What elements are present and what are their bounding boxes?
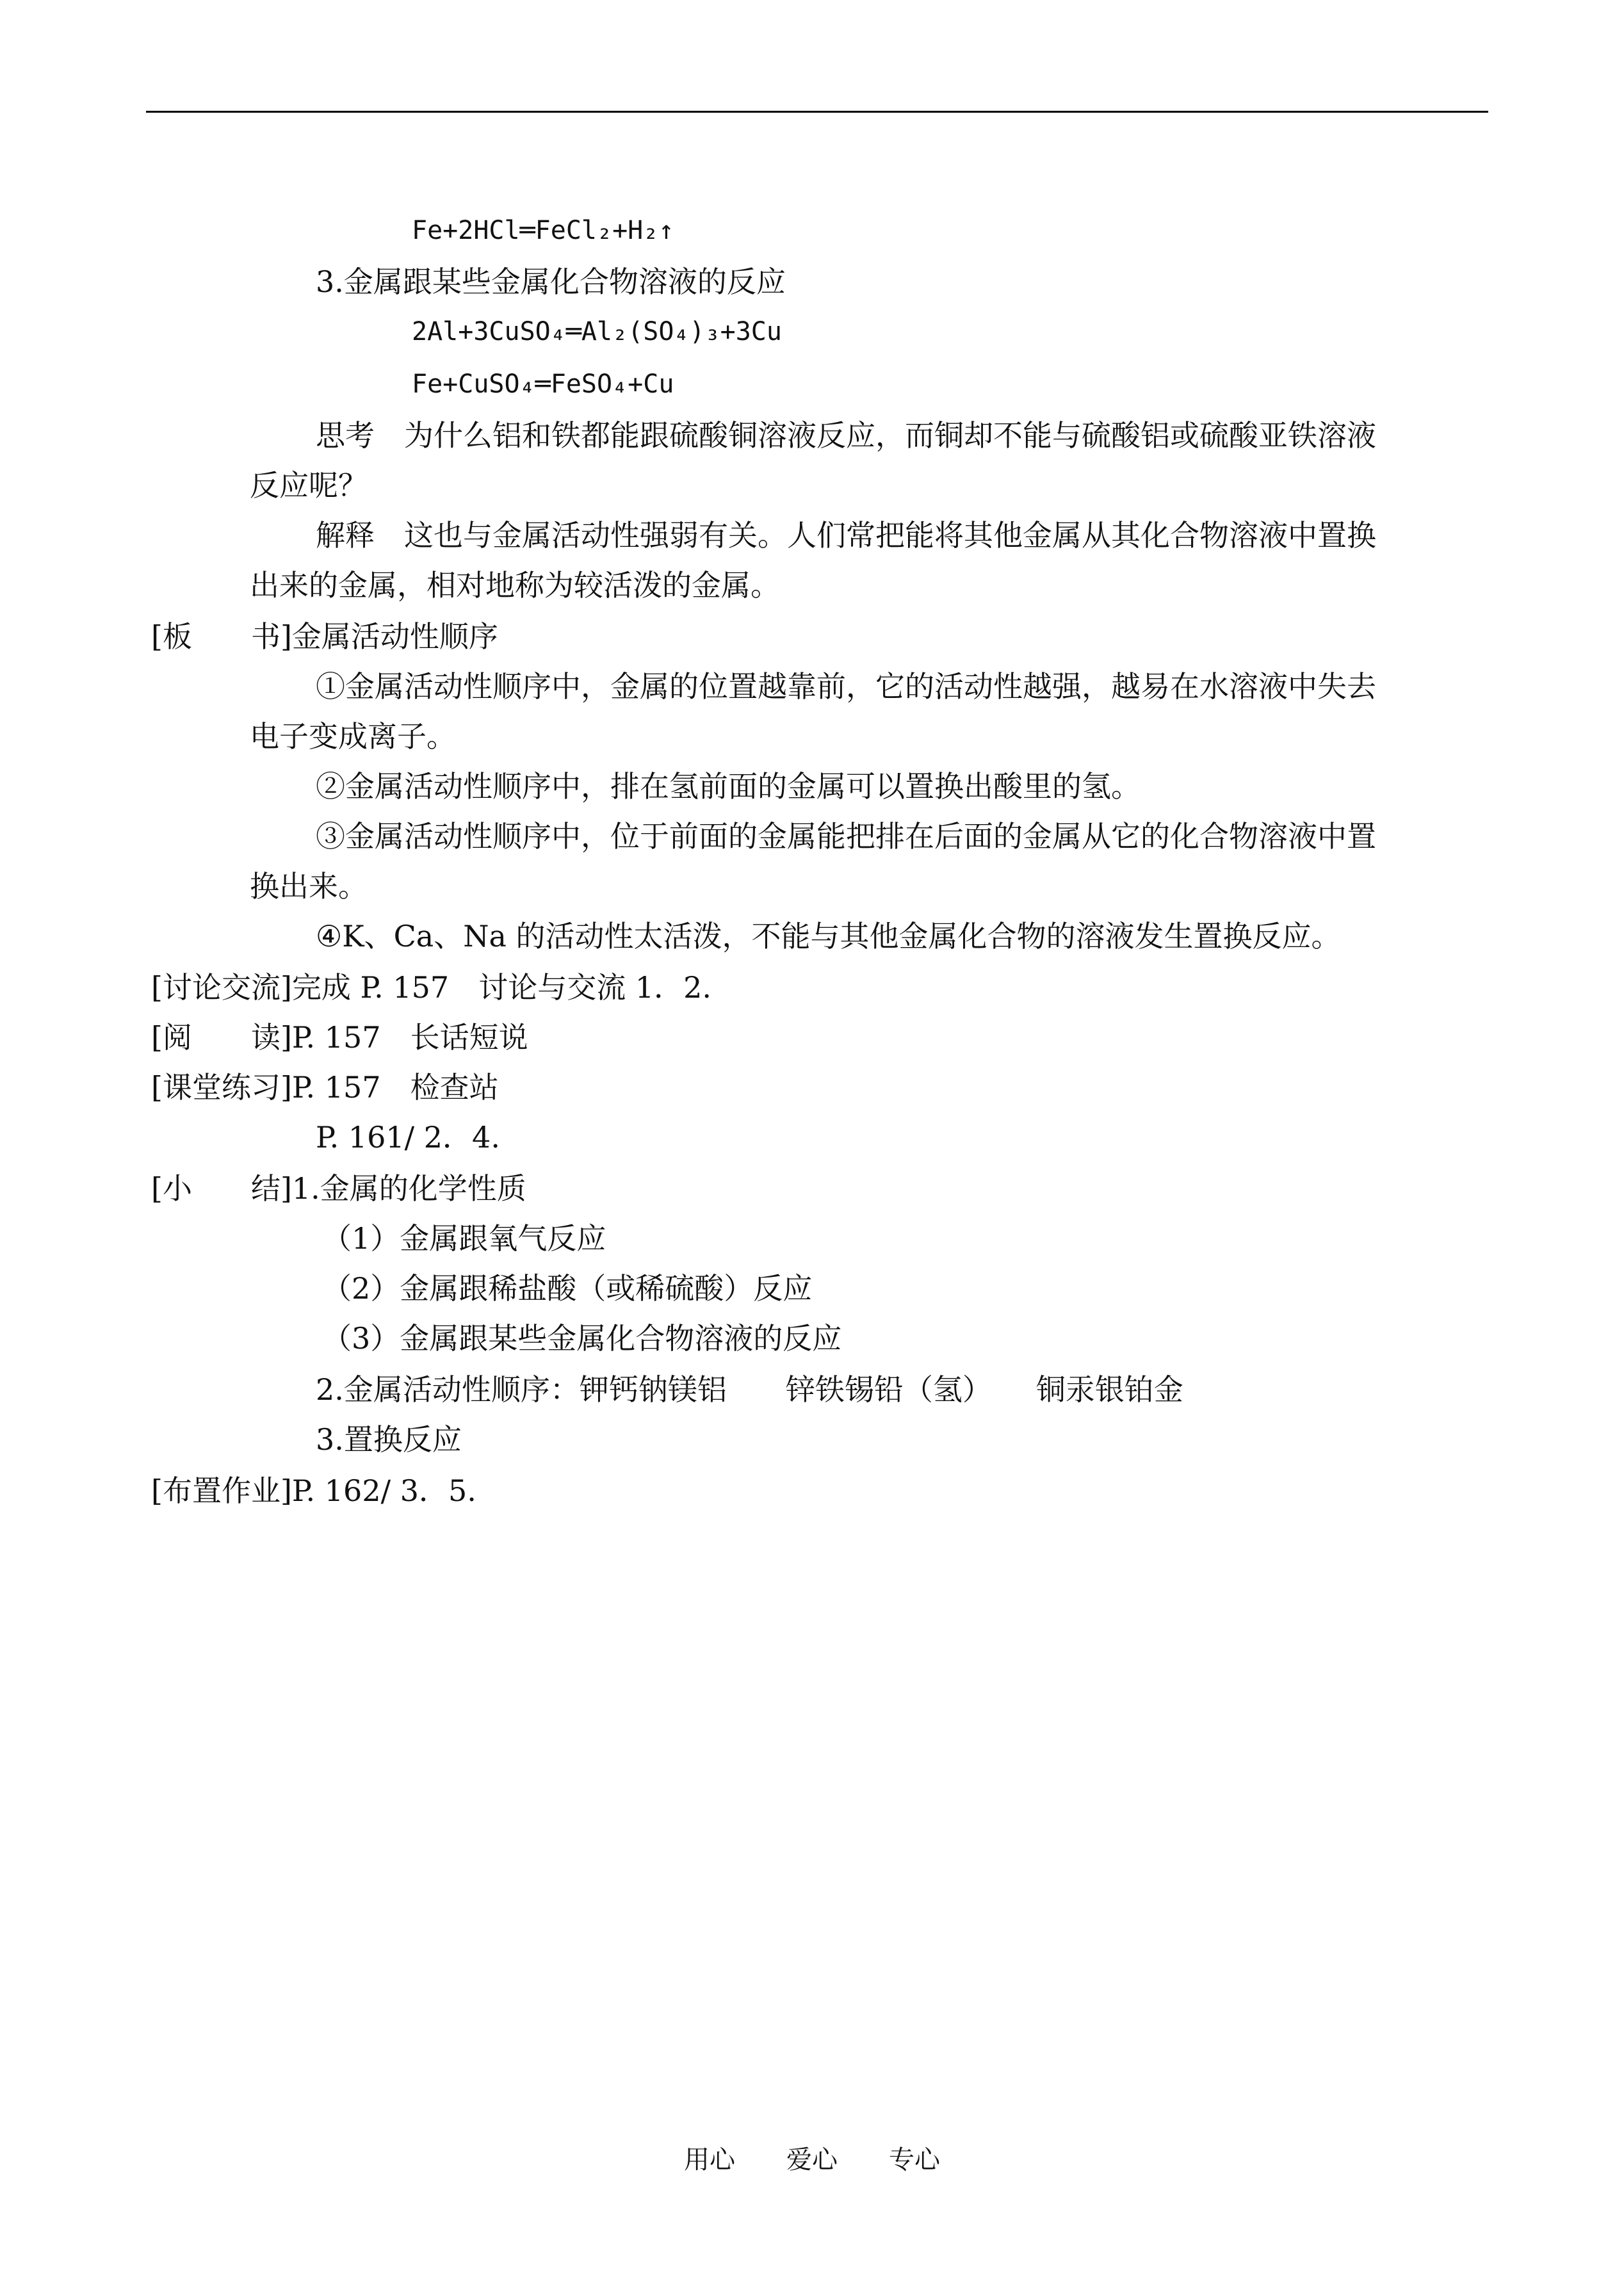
reading-line bbox=[151, 1018, 528, 1057]
header-rule bbox=[146, 111, 1488, 113]
board-heading bbox=[151, 617, 498, 656]
practice-extra: P. 161/ 2．4. bbox=[316, 1120, 500, 1155]
summary-tag: [小 结] bbox=[151, 1171, 292, 1206]
board-item-1b: 电子变成离子。 bbox=[250, 719, 456, 754]
homework-text: P. 162/ 3．5. bbox=[291, 1473, 476, 1508]
reading-tag: [阅 读] bbox=[151, 1020, 292, 1055]
practice-line bbox=[151, 1068, 499, 1107]
practice-text: P. 157 检查站 bbox=[291, 1070, 499, 1105]
summary-item-2: 2.金属活动性顺序：钾钙钠镁铝 锌铁锡铅（氢） 铜汞银铂金 bbox=[316, 1372, 1183, 1407]
page-footer: 用心 爱心 专心 bbox=[684, 2145, 940, 2175]
explain-text: 这也与金属活动性强弱有关。人们常把能将其他金属从其化合物溶液中置换 bbox=[404, 518, 1376, 553]
summary-heading bbox=[151, 1169, 526, 1208]
summary-sub-2: （2）金属跟稀盐酸（或稀硫酸）反应 bbox=[322, 1271, 813, 1306]
homework-line bbox=[151, 1472, 476, 1510]
explain-paragraph-line2: 出来的金属，相对地称为较活泼的金属。 bbox=[250, 568, 780, 603]
practice-tag: [课堂练习] bbox=[151, 1070, 292, 1105]
board-tag: [板 书] bbox=[151, 619, 292, 654]
explain-paragraph-line1 bbox=[316, 516, 1376, 555]
explain-label: 解释 bbox=[316, 518, 375, 553]
equation-fe-cuso4: Fe+CuSO₄═FeSO₄+Cu bbox=[412, 369, 674, 399]
board-title: 金属活动性顺序 bbox=[291, 619, 498, 654]
think-paragraph-line1 bbox=[316, 416, 1376, 455]
reading-text: P. 157 长话短说 bbox=[291, 1020, 528, 1055]
discussion-line bbox=[151, 968, 711, 1007]
equation-fe-hcl: Fe+2HCl═FeCl₂+H₂↑ bbox=[412, 216, 674, 245]
think-label: 思考 bbox=[316, 418, 375, 453]
think-text: 为什么铝和铁都能跟硫酸铜溶液反应，而铜却不能与硫酸铝或硫酸亚铁溶液 bbox=[404, 418, 1376, 453]
section-heading-3: 3.金属跟某些金属化合物溶液的反应 bbox=[316, 264, 786, 299]
discussion-text: 完成 P. 157 讨论与交流 1．2. bbox=[291, 970, 711, 1005]
discussion-tag: [讨论交流] bbox=[151, 970, 292, 1005]
think-paragraph-line2: 反应呢？ bbox=[250, 468, 368, 503]
summary-sub-1: （1）金属跟氧气反应 bbox=[322, 1221, 606, 1256]
homework-tag: [布置作业] bbox=[151, 1473, 292, 1508]
board-item-3a: ③金属活动性顺序中，位于前面的金属能把排在后面的金属从它的化合物溶液中置 bbox=[316, 819, 1376, 854]
summary-item-3: 3.置换反应 bbox=[316, 1422, 462, 1457]
summary-sub-3: （3）金属跟某些金属化合物溶液的反应 bbox=[322, 1321, 842, 1356]
summary-item-1: 1.金属的化学性质 bbox=[291, 1171, 526, 1206]
board-item-3b: 换出来。 bbox=[250, 869, 368, 904]
board-item-1a: ①金属活动性顺序中，金属的位置越靠前，它的活动性越强，越易在水溶液中失去 bbox=[316, 669, 1376, 704]
board-item-4: ④K、Ca、Na 的活动性太活泼，不能与其他金属化合物的溶液发生置换反应。 bbox=[316, 919, 1341, 953]
board-item-2: ②金属活动性顺序中，排在氢前面的金属可以置换出酸里的氢。 bbox=[316, 769, 1141, 804]
equation-al-cuso4: 2Al+3CuSO₄═Al₂(SO₄)₃+3Cu bbox=[412, 317, 782, 346]
